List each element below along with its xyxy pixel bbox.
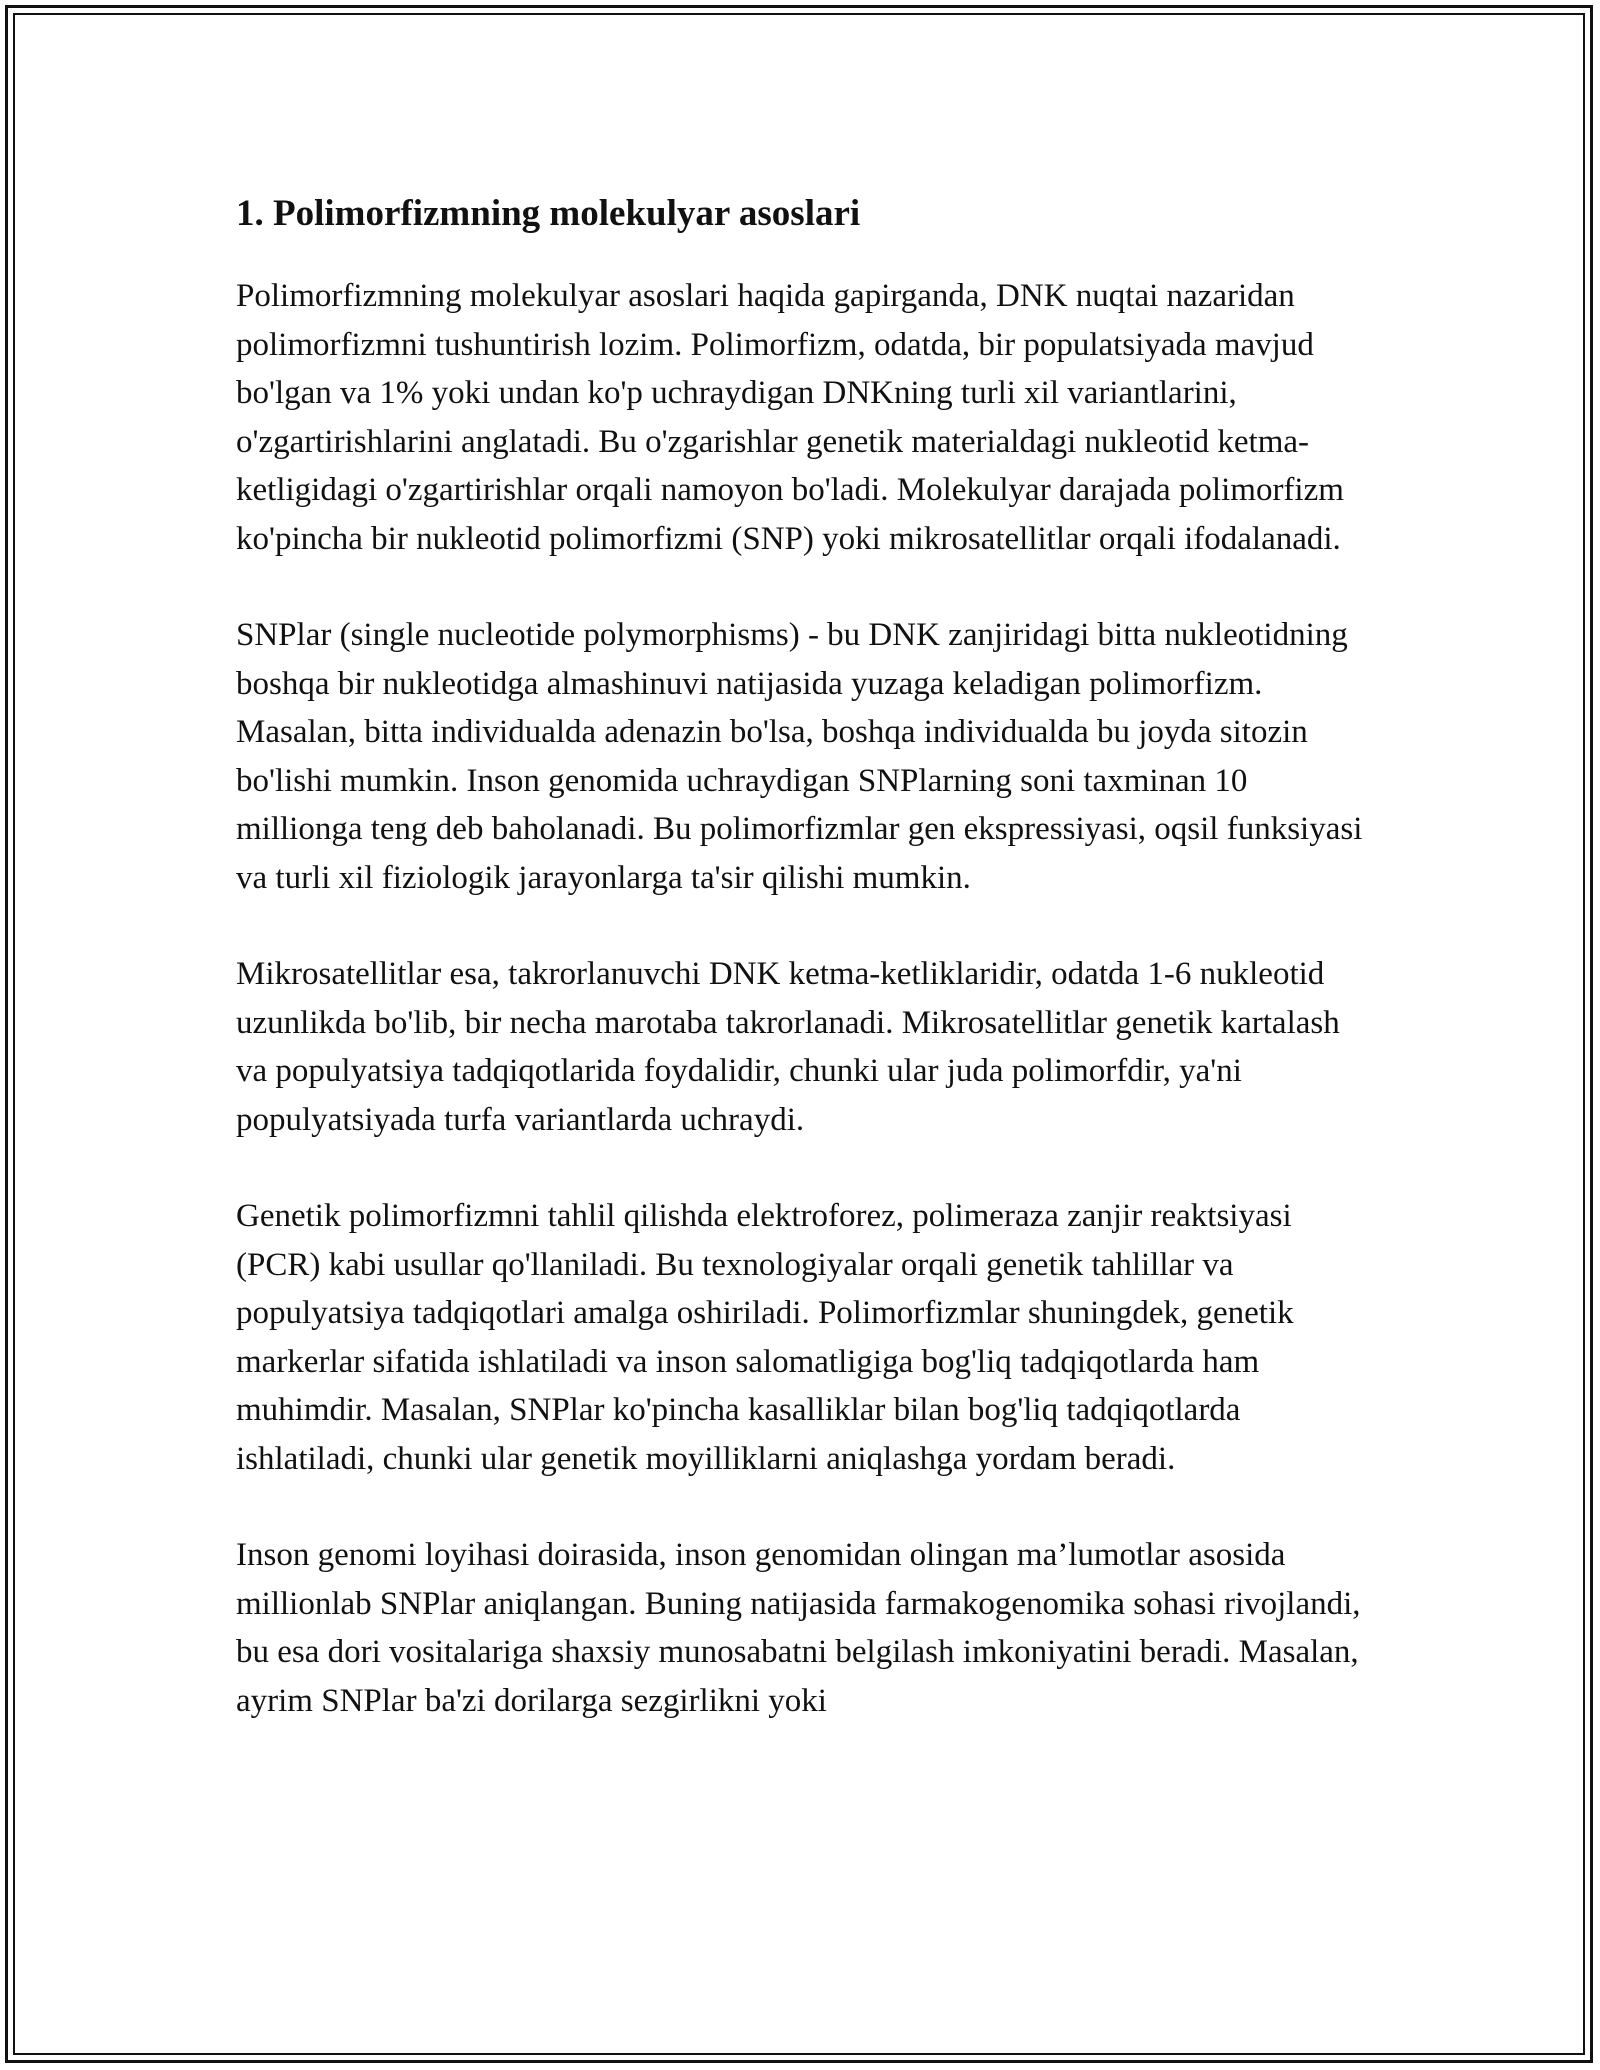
section-heading: 1. Polimorfizmning molekulyar asoslari [236, 193, 861, 234]
paragraph-2: SNPlar (single nucleotide polymorphisms) - bu DNK zanjiridagi bitta nukleotidning boshqa bir nukleotidga almashinuvi natijasida yuzaga keladigan polimorfizm. Masalan, bitta individualda adenazin bo'lsa, boshqa individualda bu joyda sitozin bo'lishi mumkin. Inson genomida uchraydigan SNPlarning soni taxminan 10 millionga teng deb baholanadi. Bu polimorfizmlar gen ekspressiyasi, oqsil funksiyasi va turli xil fiziologik jarayonlarga ta'sir qilishi mumkin. [236, 617, 1363, 896]
paragraph-4: Genetik polimorfizmni tahlil qilishda elektroforez, polimeraza zanjir reaktsiyasi (PCR) kabi usullar qo'llaniladi. Bu texnologiyalar orqali genetik tahlillar va populyatsiya tadqiqotlari amalga oshiriladi. Polimorfizmlar shuningdek, genetik markerlar sifatida ishlatiladi va inson salomatligiga bog'liq tadqiqotlarda ham muhimdir. Masalan, SNPlar ko'pincha kasalliklar bilan bog'liq tadqiqotlarda ishlatiladi, chunki ular genetik moyilliklarni aniqlashga yordam beradi. [236, 1198, 1294, 1477]
paragraph-1: Polimorfizmning molekulyar asoslari haqida gapirganda, DNK nuqtai nazaridan polimorfizmni tushuntirish lozim. Polimorfizm, odatda, bir populatsiyada mavjud bo'lgan va 1% yoki undan ko'p uchraydigan DNKning turli xil variantlarini, o'zgartirishlarini anglatadi. Bu o'zgarishlar genetik materialdagi nukleotid ketma-ketligidagi o'zgartirishlar orqali namoyon bo'ladi. Molekulyar darajada polimorfizm ko'pincha bir nukleotid polimorfizmi (SNP) yoki mikrosatellitlar orqali ifodalanadi. [236, 278, 1344, 557]
paragraph-3: Mikrosatellitlar esa, takrorlanuvchi DNK ketma-ketliklaridir, odatda 1-6 nukleotid uzunlikda bo'lib, bir necha marotaba takrorlanadi. Mikrosatellitlar genetik kartalash va populyatsiya tadqiqotlarida foydalidir, chunki ular juda polimorfdir, ya'ni populyatsiyada turfa variantlarda uchraydi. [236, 956, 1340, 1138]
document-body [236, 186, 1376, 1773]
paragraph-5: Inson genomi loyihasi doirasida, inson genomidan olingan ma’lumotlar asosida millionlab SNPlar aniqlangan. Buning natijasida farmakogenomika sohasi rivojlandi, bu esa dori vositalariga shaxsiy munosabatni belgilash imkoniyatini beradi. Masalan, ayrim SNPlar ba'zi dorilarga sezgirlikni yoki [236, 1537, 1361, 1719]
